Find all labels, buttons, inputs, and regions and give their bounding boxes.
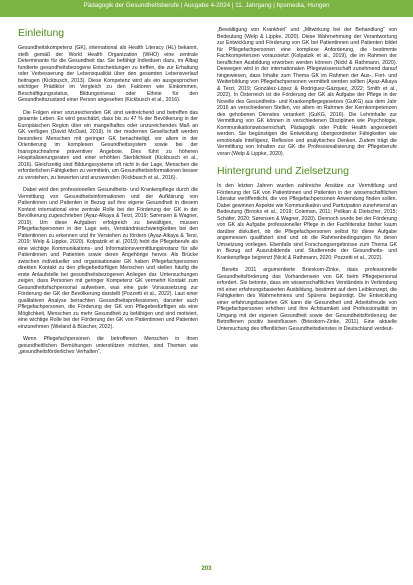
- section-heading-introduction: Einleitung: [18, 27, 65, 39]
- left-column: [18, 27, 198, 362]
- paragraph: Wenn Pflegefachpersonen die betroffenen Menschen in ihren gesundheitlichen Bemühungen unterstützen möchten, sind Themen wie „gesundheitsförderliches Verhalten“,: [18, 336, 198, 355]
- paragraph: Gesundheitskompetenz (GK), international als Health Literacy (HL) bekannt, stellt gemäß der World Health Organization (WHO) eine zentrale Determinante für die Gesundheit dar. Sie befähigt Individuen dazu, im Alltag fundierte gesundheitsbezogene Entscheidungen zu treffen, die zur Erhaltung oder Verbesserung der Lebensqualität über den gesamten Lebensverlauf beitragen (Kickbusch, 2013). Diese Kompetenz wird als ein ausgesprochen wichtiger Prädiktor im Vergleich zu den Faktoren wie Einkommen, Beschäftigungsstatus, Bildungsniveau oder Ethnie für den Gesundheitszustand einer Person angesehen (Kickbusch et al., 2016).: [18, 45, 198, 103]
- paragraph: Bereits 2011 argumentierte Brieskorn-Zinke, dass professionelle Gesundheitsförderung das Vorhandensein von GK beim Pflegepersonal erfordert. Sie betonte, dass ein wissenschaftliches Verständnis in Verbindung mit einer erfahrungsbasierten Ausbildung, bestimmt auf dem Leibkonzept, die Fähigkeiten des Wahrnehmens und Spürens begünstigt. Die Entwicklung einer erfahrungsbasierten GK kann die Gesundheit und Arbeitsfreude von Pflegefachpersonen erhöhen und ihre Achtsamkeit und Professionalität im Umgang mit der eigenen Gesundheit sowie der Gesundheitsförderung der Betroffenen positiv beeinflussen (Brieskorn-Zinke, 2011). Eine aktuelle Untersuchung des öffentlichen Gesundheitsdienstes in Deutschland verdeut-: [217, 267, 397, 332]
- paragraph: Die Folgen einer unzureichenden GK sind weitreichend und betreffen das gesamte Leben. Es wird geschätzt, dass bis zu 47 % der Bevölkerung in der Europäischen Region über ein mangelhaftes oder unzureichendes Maß an GK verfügen (David McDaid, 2019). In der modernen Gesellschaft werden besonders Menschen mit geringer GK benachteiligt, vor allem in der Orientierung im komplexen Gesundheitssystem sowie bei der Inanspruchnahme präventiver Angebote. Dies führt zu höheren Hospitalisierungsraten und einer erhöhten Sterblichkeit (Kickbusch et al., 2016). Gleichzeitig sind Bildungssysteme oft nicht in der Lage, Menschen die erforderlichen Fähigkeiten zu vermitteln, um Gesundheitsinformationen besser zu verstehen, zu bewerten und anzuwenden (Kickbusch et al., 2016).: [18, 109, 198, 181]
- paragraph: Dabei wird den professionellen Gesundheits- und Krankenpflege durch die Vermittlung von Gesundheitsinformationen und der Aufklärung von Patientinnen und Patienten in Bezug auf ihre eigene Gesundheit in diesem Kontext international eine zentrale Rolle bei der Förderung der GK in der Bevölkerung zugeschrieben (Ayaz-Alkaya & Terzi, 2019; Sørensen & Wagner, 2019). Um diese Aufgaben erfolgreich zu bewältigen, müssen Pflegefachpersonen in der Lage sein, Verständnisschwierigkeiten bei den Patientinnen zu erkennen und ihr Verstehen zu fördern (Ayaz-Alkaya & Terzi, 2019; Welp & Lippke, 2020). Kolpatzik et al. (2019) hebt die Pflegeberufe als eine wichtige Kommunikations- und Informationsvermittlungsinstanz für alle Patientinnen und Patienten sowie deren Angehörige hervor. Als Brücke zwischen individueller und organisationaler GK haben Pflegefachpersonen direkten Kontakt zu den pflegebedürftigen Menschen und stellen häufig die erste Anlaufstelle bei gesundheitsbezogenen Anliegen dar. Untersuchungen zeigen, dass Personen mit geringer Kompetenz GK vermehrt Kontakt zum Gesundheitsfachpersonal aufweisen, was eine gute Voraussetzung zur Förderung der GK der Bevölkerung darstellt (Pozzetti et al., 2022). Laut einer qualitativen Analyse betrachten Gesundheitsprofessionen, darunter auch Pflegefachpersonen, die Förderung der GK von Pflegebedürftigen als eine Möglichkeit, Menschen zu mehr Gesundheit zu befähigen und sind motiviert, eine wichtige Rolle bei der Förderung der GK von Patientinnen und Patienten einzunehmen (Wieland & Büscher, 2022).: [18, 187, 198, 330]
- page-number: 203: [201, 566, 212, 572]
- running-header: [0, 0, 413, 17]
- journal-header-title: Pädagogik der Gesundheitsberufe | Ausgabe 4-2024 | 11. Jahrgang | hpsmedia, Hungen: [83, 2, 330, 9]
- paragraph: „Bewältigung von Krankheit“ und „Mitwirkung bei der Behandlung“ von Bedeutung (Welp & Lippke, 2020). Diese Wahrnehmung der Verantwortung zur Entwicklung und Förderung von GK bei Patientinnen und Patienten bildet für Pflegefachpersonen eine komplexe Anforderung, die bestimmte Fachkompetenzen voraussetzt (Kolpatzik et al., 2019), die im Rahmen der beruflichen Ausbildung erworben werden können (Nickl & Rathmann, 2020). Deswegen wird in der internationalen Pflegewissenschaft zunehmend darauf hingewiesen, dass Inhalte zum Thema GK im Rahmen der Aus-, Fort- und Weiterbildung von Pflegefachpersonen vermittelt werden sollten (Ayaz-Alkaya & Terzi, 2019; González-López & Rodríguez-Gázquez, 2022; Smith et al., 2022). In Österreich ist die Förderung der GK als Aufgabe der Pflege in der Novelle des Gesundheits- und Krankenpflegegesetzes (GuKG) aus dem Jahr 2016 an verschiedenen Stellen, vor allem im Rahmen der Kernkompetenzen des gehobenen Dienstes verankert (GuKG, 2016). Die Lehrinhalte zur Vermittlung von GK können in verschiedenen Disziplinen wie Psychologie, Kommunikationswissenschaft, Pädagogik oder Public Health angesiedelt werden. Sie begünstigen die Entwicklung übergeordneter Fähigkeiten wie emotionale Intelligenz, Reflexion und analytisches Denken. Zudem trägt die Vermittlung von Inhalten zur GK die Professionalisierung der Pflegeberufe voran (Welp & Lippke, 2020).: [217, 27, 397, 157]
- right-column: [217, 27, 397, 338]
- paragraph: In den letzten Jahren wurden zahlreiche Ansätze zur Vermittlung und Förderung der GK von Patientinnen und Patienten in der wissenschaftlichen Literatur veröffentlicht, die von Pflegefachpersonen Anwendung finden sollen. Dabei gewinnen Aspekte wie Kommunikation und Partizipation zunehmend an Bedeutung (Brooks et al., 2019; Coleman, 2011; Pelikan & Dietscher, 2015; Schäfer, 2020; Sørensen & Wagner, 2020). Dennoch wurde bei der Förderung von GK als Aufgabe professioneller Pflege in der Fachliteratur bisher kaum darüber diskutiert, ob die Pflegefachpersonen selbst für diese Aufgabe angemessen qualifiziert sind und ob die Rahmenbedingungen für deren Umsetzung vorliegen. Ebenfalls sind Forschungsergebnisse zum Thema GK in Bezug auf Auszubildende und Studierende der Gesundheits- und Krankenpflege begrenzt (Nickl & Rathmann, 2020; Pozzetti et al., 2022).: [217, 183, 397, 261]
- section-heading-background: Hintergrund und Zielsetzung: [217, 165, 349, 177]
